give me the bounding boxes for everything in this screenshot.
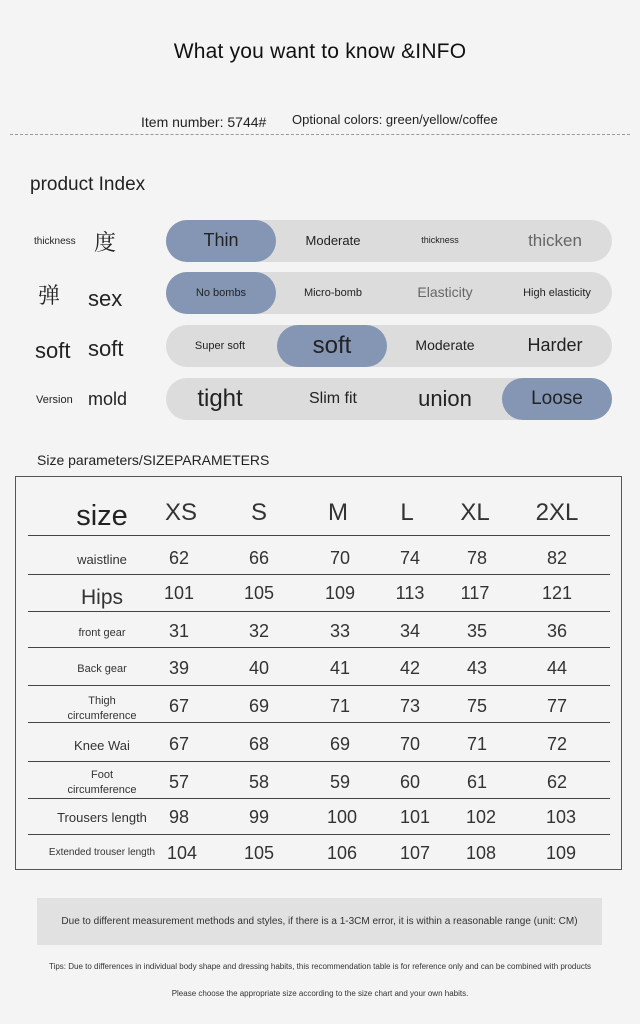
index-option: Slim fit	[309, 390, 357, 408]
size-row-label: Hips	[80, 586, 123, 609]
size-cell: 58	[248, 772, 270, 792]
size-header-cell: XS	[164, 499, 197, 526]
size-cell: 69	[329, 734, 351, 754]
size-header-label: size	[76, 500, 128, 532]
size-cell: 100	[326, 807, 358, 827]
table-divider	[28, 647, 610, 648]
size-cell: 108	[465, 843, 497, 863]
size-row-label: front gear	[78, 627, 126, 639]
size-cell: 61	[466, 772, 488, 792]
size-cell: 62	[546, 772, 568, 792]
index-row-label-a: thickness	[34, 236, 76, 247]
size-cell: 117	[460, 583, 490, 603]
size-cell: 77	[546, 696, 568, 716]
size-cell: 102	[465, 807, 497, 827]
index-track-thickness	[166, 220, 612, 262]
index-row-label-b: sex	[88, 286, 123, 311]
size-cell: 74	[399, 548, 421, 568]
size-header-cell: XL	[460, 499, 490, 526]
table-divider	[28, 798, 610, 799]
divider	[10, 134, 630, 135]
table-divider	[28, 611, 610, 612]
size-cell: 66	[248, 548, 270, 568]
index-option: Super soft	[194, 339, 246, 352]
size-cell: 70	[329, 548, 351, 568]
index-option: Moderate	[415, 337, 475, 354]
size-cell: 40	[248, 658, 270, 678]
size-cell: 105	[243, 583, 275, 603]
size-cell: 60	[399, 772, 421, 792]
index-option: Thin	[203, 230, 239, 251]
index-track-softness	[166, 325, 612, 367]
size-cell: 71	[466, 734, 488, 754]
table-divider	[28, 761, 610, 762]
size-cell: 106	[326, 843, 358, 863]
size-cell: 57	[168, 772, 190, 792]
size-row-label: Foot circumference	[67, 769, 137, 796]
size-cell: 98	[168, 807, 190, 827]
size-header-cell: M	[328, 499, 348, 526]
index-option: No bombs	[195, 286, 247, 299]
size-cell: 104	[166, 843, 198, 863]
size-row-label: Back gear	[77, 663, 127, 675]
size-header-cell: S	[250, 499, 267, 526]
size-cell: 69	[248, 696, 270, 716]
size-cell: 72	[546, 734, 568, 754]
index-track-version	[166, 378, 612, 420]
size-cell: 105	[243, 843, 275, 863]
index-option: Harder	[527, 335, 583, 356]
size-cell: 62	[168, 548, 190, 568]
size-row-label: Trousers length	[57, 810, 147, 825]
table-divider	[28, 685, 610, 686]
size-cell: 78	[466, 548, 488, 568]
index-row-label-b: soft	[88, 336, 124, 361]
size-cell: 82	[546, 548, 568, 568]
size-cell: 43	[466, 658, 488, 678]
page-title: What you want to know &INFO	[173, 40, 467, 63]
size-header-cell: 2XL	[535, 499, 579, 526]
table-divider	[28, 574, 610, 575]
size-cell: 33	[329, 621, 351, 641]
size-cell: 73	[399, 696, 421, 716]
size-cell: 99	[248, 807, 270, 827]
size-cell: 42	[399, 658, 421, 678]
index-row-label-a: soft	[35, 338, 71, 363]
optional-colors: Optional colors: green/yellow/coffee	[292, 112, 498, 127]
tip-text: Tips: Due to differences in individual body shape and dressing habits, this recommendation table is for reference only and can be combined with products	[48, 962, 592, 971]
size-cell: 36	[546, 621, 568, 641]
index-row-label-a: 弹	[38, 283, 61, 308]
size-cell: 75	[466, 696, 488, 716]
size-cell: 113	[395, 583, 425, 603]
size-cell: 31	[168, 621, 190, 641]
size-cell: 59	[329, 772, 351, 792]
index-option: Moderate	[305, 232, 361, 248]
size-cell: 35	[466, 621, 488, 641]
size-row-label: Extended trouser length	[48, 847, 156, 858]
size-cell: 39	[168, 658, 190, 678]
index-option: Micro-bomb	[303, 286, 363, 299]
index-option: tight	[197, 384, 243, 412]
size-cell: 32	[248, 621, 270, 641]
size-cell: 41	[329, 658, 351, 678]
index-option: union	[418, 385, 472, 411]
index-option: thickness	[421, 235, 459, 246]
index-row-label-b: mold	[88, 389, 128, 409]
index-row-label-a: Version	[36, 394, 73, 406]
choose-size-text: Please choose the appropriate size according to the size chart and your own habits.	[171, 989, 469, 998]
size-table-title: Size parameters/SIZEPARAMETERS	[37, 452, 270, 468]
size-cell: 101	[399, 807, 431, 827]
table-divider	[28, 834, 610, 835]
size-cell: 44	[546, 658, 568, 678]
index-track-elasticity	[166, 272, 612, 314]
index-option: thicken	[528, 230, 582, 250]
size-cell: 34	[399, 621, 421, 641]
size-cell: 109	[545, 843, 577, 863]
size-cell: 67	[168, 734, 190, 754]
index-option: Loose	[531, 387, 583, 409]
table-divider	[28, 535, 610, 536]
error-note: Due to different measurement methods and styles, if there is a 1-3CM error, it is within a reasonable range (unit: CM)	[61, 916, 578, 927]
size-cell: 67	[168, 696, 190, 716]
index-option: High elasticity	[523, 286, 591, 299]
size-cell: 121	[541, 583, 573, 603]
size-cell: 101	[163, 583, 195, 603]
size-cell: 103	[545, 807, 577, 827]
index-option: Elasticity	[417, 284, 473, 301]
size-header-cell: L	[400, 499, 414, 526]
size-row-label: Thigh circumference	[67, 695, 137, 722]
size-cell: 71	[329, 696, 351, 716]
size-cell: 109	[324, 583, 356, 603]
size-row-label: waistline	[77, 552, 127, 567]
product-index-title: product Index	[30, 174, 146, 195]
size-row-label: Knee Wai	[74, 738, 130, 753]
size-cell: 70	[399, 734, 421, 754]
size-cell: 68	[248, 734, 270, 754]
index-row-label-b: 度	[94, 230, 117, 255]
size-cell: 107	[399, 843, 431, 863]
item-number: Item number: 5744#	[141, 114, 267, 130]
table-divider	[28, 722, 610, 723]
index-option: soft	[312, 331, 352, 359]
